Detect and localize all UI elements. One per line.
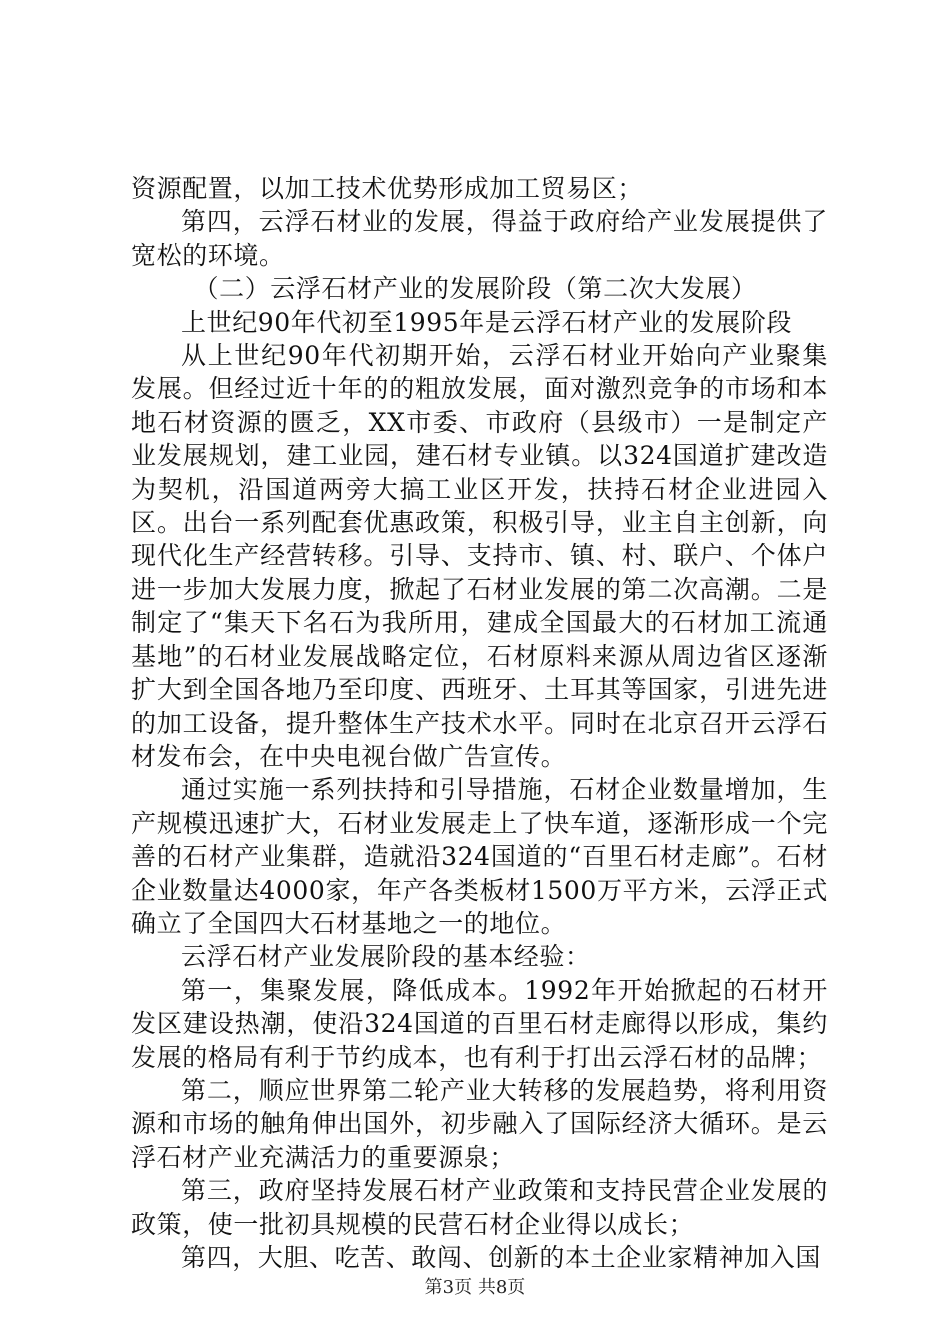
paragraph-stage-description: 从上世纪90年代初期开始，云浮石材业开始向产业聚集发展。但经过近十年的的粗放发展，面对激烈竞争的市场和本地石材资源的匮乏，XX市委、市政府（县级市）一是制定产业发展规划，建工业园，建石材专业镇。以324国道扩建改造为契机，沿国道两旁大搞工业区开发，扶持石材企业进园入区。出台一系列配套优惠政策，积极引导，业主自主创新，向现代化生产经营转移。引导、支持市、镇、村、联户、个体户进一步加大发展力度，掀起了石材业发展的第二次高潮。二是制定了“集天下名石为我所用，建成全国最大的石材加工流通基地”的石材业发展战略定位，石材原料来源从周边省区逐渐扩大到全国各地乃至印度、西班牙、土耳其等国家，引进先进的加工设备，提升整体生产技术水平。同时在北京召开云浮石材发布会，在中央电视台做广告宣传。 [131, 341, 828, 771]
document-body [131, 172, 828, 1274]
paragraph-measures-result: 通过实施一系列扶持和引导措施，石材企业数量增加，生产规模迅速扩大，石材业发展走上了快车道，逐渐形成一个完善的石材产业集群，造就沿324国道的“百里石材走廊”。石材企业数量达4000家，年产各类板材1500万平方米，云浮正式确立了全国四大石材基地之一的地位。 [131, 775, 828, 938]
paragraph-fourth-point: 第四，云浮石材业的发展，得益于政府给产业发展提供了宽松的环境。 [131, 207, 828, 270]
paragraph-experience-first: 第一，集聚发展，降低成本。1992年开始掀起的石材开发区建设热潮，使沿324国道的百里石材走廊得以形成，集约发展的格局有利于节约成本，也有利于打出云浮石材的品牌； [131, 975, 828, 1072]
paragraph-continuation: 资源配置，以加工技术优势形成加工贸易区； [131, 174, 644, 203]
paragraph-experience-heading: 云浮石材产业发展阶段的基本经验： [181, 942, 591, 972]
paragraph-experience-fourth: 第四，大胆、吃苦、敢闯、创新的本土企业家精神加入国 [181, 1243, 822, 1272]
paragraph-stage-intro: 上世纪90年代初至1995年是云浮石材产业的发展阶段 [181, 307, 793, 337]
paragraph-experience-third: 第三，政府坚持发展石材产业政策和支持民营企业发展的政策，使一批初具规模的民营石材企业得以成长； [131, 1176, 828, 1239]
page-number: 第3页 共8页 [424, 1277, 526, 1298]
paragraph-experience-second: 第二，顺应世界第二轮产业大转移的发展趋势，将利用资源和市场的触角伸出国外，初步融入了国际经济大循环。是云浮石材产业充满活力的重要源泉； [131, 1075, 828, 1172]
section-heading: （二）云浮石材产业的发展阶段（第二次大发展） [193, 274, 757, 304]
